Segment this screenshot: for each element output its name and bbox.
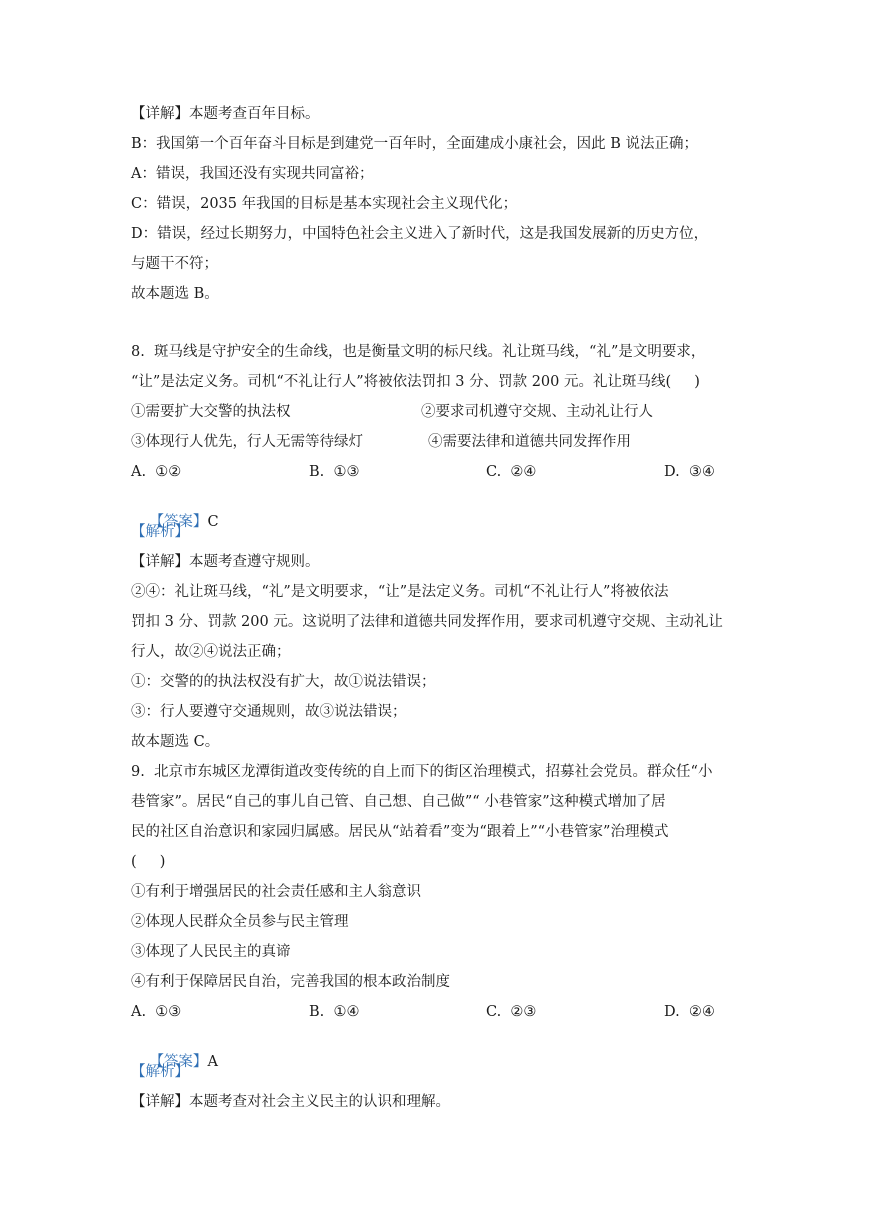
text-line: ②④：礼让斑马线，“礼”是文明要求，“让”是法定义务。司机“不礼让行人”将被依法 [131, 584, 669, 600]
text-line: ③：行人要遵守交通规则，故③说法错误； [131, 704, 407, 720]
question-9-stem: 9. 北京市东城区龙潭街道改变传统的自上而下的街区治理模式，招募社会党员。群众任“小 [131, 764, 713, 780]
answer-option: D. ③④ [664, 464, 715, 480]
text-line: 【详解】本题考查百年目标。 [131, 106, 320, 122]
text-line: C：错误，2035 年我国的目标是基本实现社会主义现代化； [131, 196, 518, 212]
answer-value: C [207, 514, 219, 530]
answer-option: B. ①③ [309, 464, 360, 480]
text-line: A：错误，我国还没有实现共同富裕； [131, 166, 374, 182]
answer-option: C. ②④ [486, 464, 537, 480]
statement: ②要求司机遵守交规、主动礼让行人 [421, 404, 653, 420]
question-9-stem: 巷管家”。居民“自己的事儿自己管、自己想、自己做”“ 小巷管家”这种模式增加了居 [131, 794, 666, 810]
answer-value: A [207, 1054, 218, 1070]
text-line: 故本题选 C。 [131, 734, 220, 750]
answer-option: D. ②④ [664, 1004, 715, 1020]
statement: ④需要法律和道德共同发挥作用 [428, 434, 631, 450]
statement: ①有利于增强居民的社会责任感和主人翁意识 [131, 884, 421, 900]
analysis-label: 【解析】 [131, 524, 189, 540]
text-line: 行人，故②④说法正确； [131, 644, 291, 660]
statement: ④有利于保障居民自治，完善我国的根本政治制度 [131, 974, 450, 990]
statement: ③体现了人民民主的真谛 [131, 944, 291, 960]
statement: ①需要扩大交警的执法权 [131, 404, 291, 420]
text-line: 【详解】本题考查对社会主义民主的认识和理解。 [131, 1094, 450, 1110]
text-line: 罚扣 3 分、罚款 200 元。这说明了法律和道德共同发挥作用，要求司机遵守交规、主动礼让 [131, 614, 723, 630]
answer-label: 【答案】 [149, 1054, 208, 1070]
analysis-label: 【解析】 [131, 1064, 189, 1080]
answer-option: B. ①④ [309, 1004, 360, 1020]
question-8-stem: “让”是法定义务。司机“不礼让行人”将被依法罚扣 3 分、罚款 200 元。礼让斑马线( ) [131, 374, 700, 390]
question-9-stem: ( ) [131, 854, 166, 870]
text-line: D：错误，经过长期努力，中国特色社会主义进入了新时代，这是我国发展新的历史方位， [131, 226, 709, 242]
text-line: B：我国第一个百年奋斗目标是到建党一百年时，全面建成小康社会，因此 B 说法正确； [131, 136, 699, 152]
answer-option: C. ②③ [486, 1004, 537, 1020]
statement: ②体现人民群众全员参与民主管理 [131, 914, 349, 930]
answer-label: 【答案】 [149, 514, 208, 530]
answer-option: A. ①③ [131, 1004, 182, 1020]
text-line: 故本题选 B。 [131, 286, 219, 302]
question-9-stem: 民的社区自治意识和家园归属感。居民从“站着看”变为“跟着上”“小巷管家”治理模式 [131, 824, 669, 840]
text-line: ①：交警的的执法权没有扩大，故①说法错误； [131, 674, 436, 690]
answer-option: A. ①② [131, 464, 182, 480]
text-line: 【详解】本题考查遵守规则。 [131, 554, 320, 570]
statement: ③体现行人优先，行人无需等待绿灯 [131, 434, 363, 450]
question-8-stem: 8. 斑马线是守护安全的生命线，也是衡量文明的标尺线。礼让斑马线，“礼”是文明要求， [131, 344, 706, 360]
text-line: 与题干不符； [131, 256, 218, 272]
